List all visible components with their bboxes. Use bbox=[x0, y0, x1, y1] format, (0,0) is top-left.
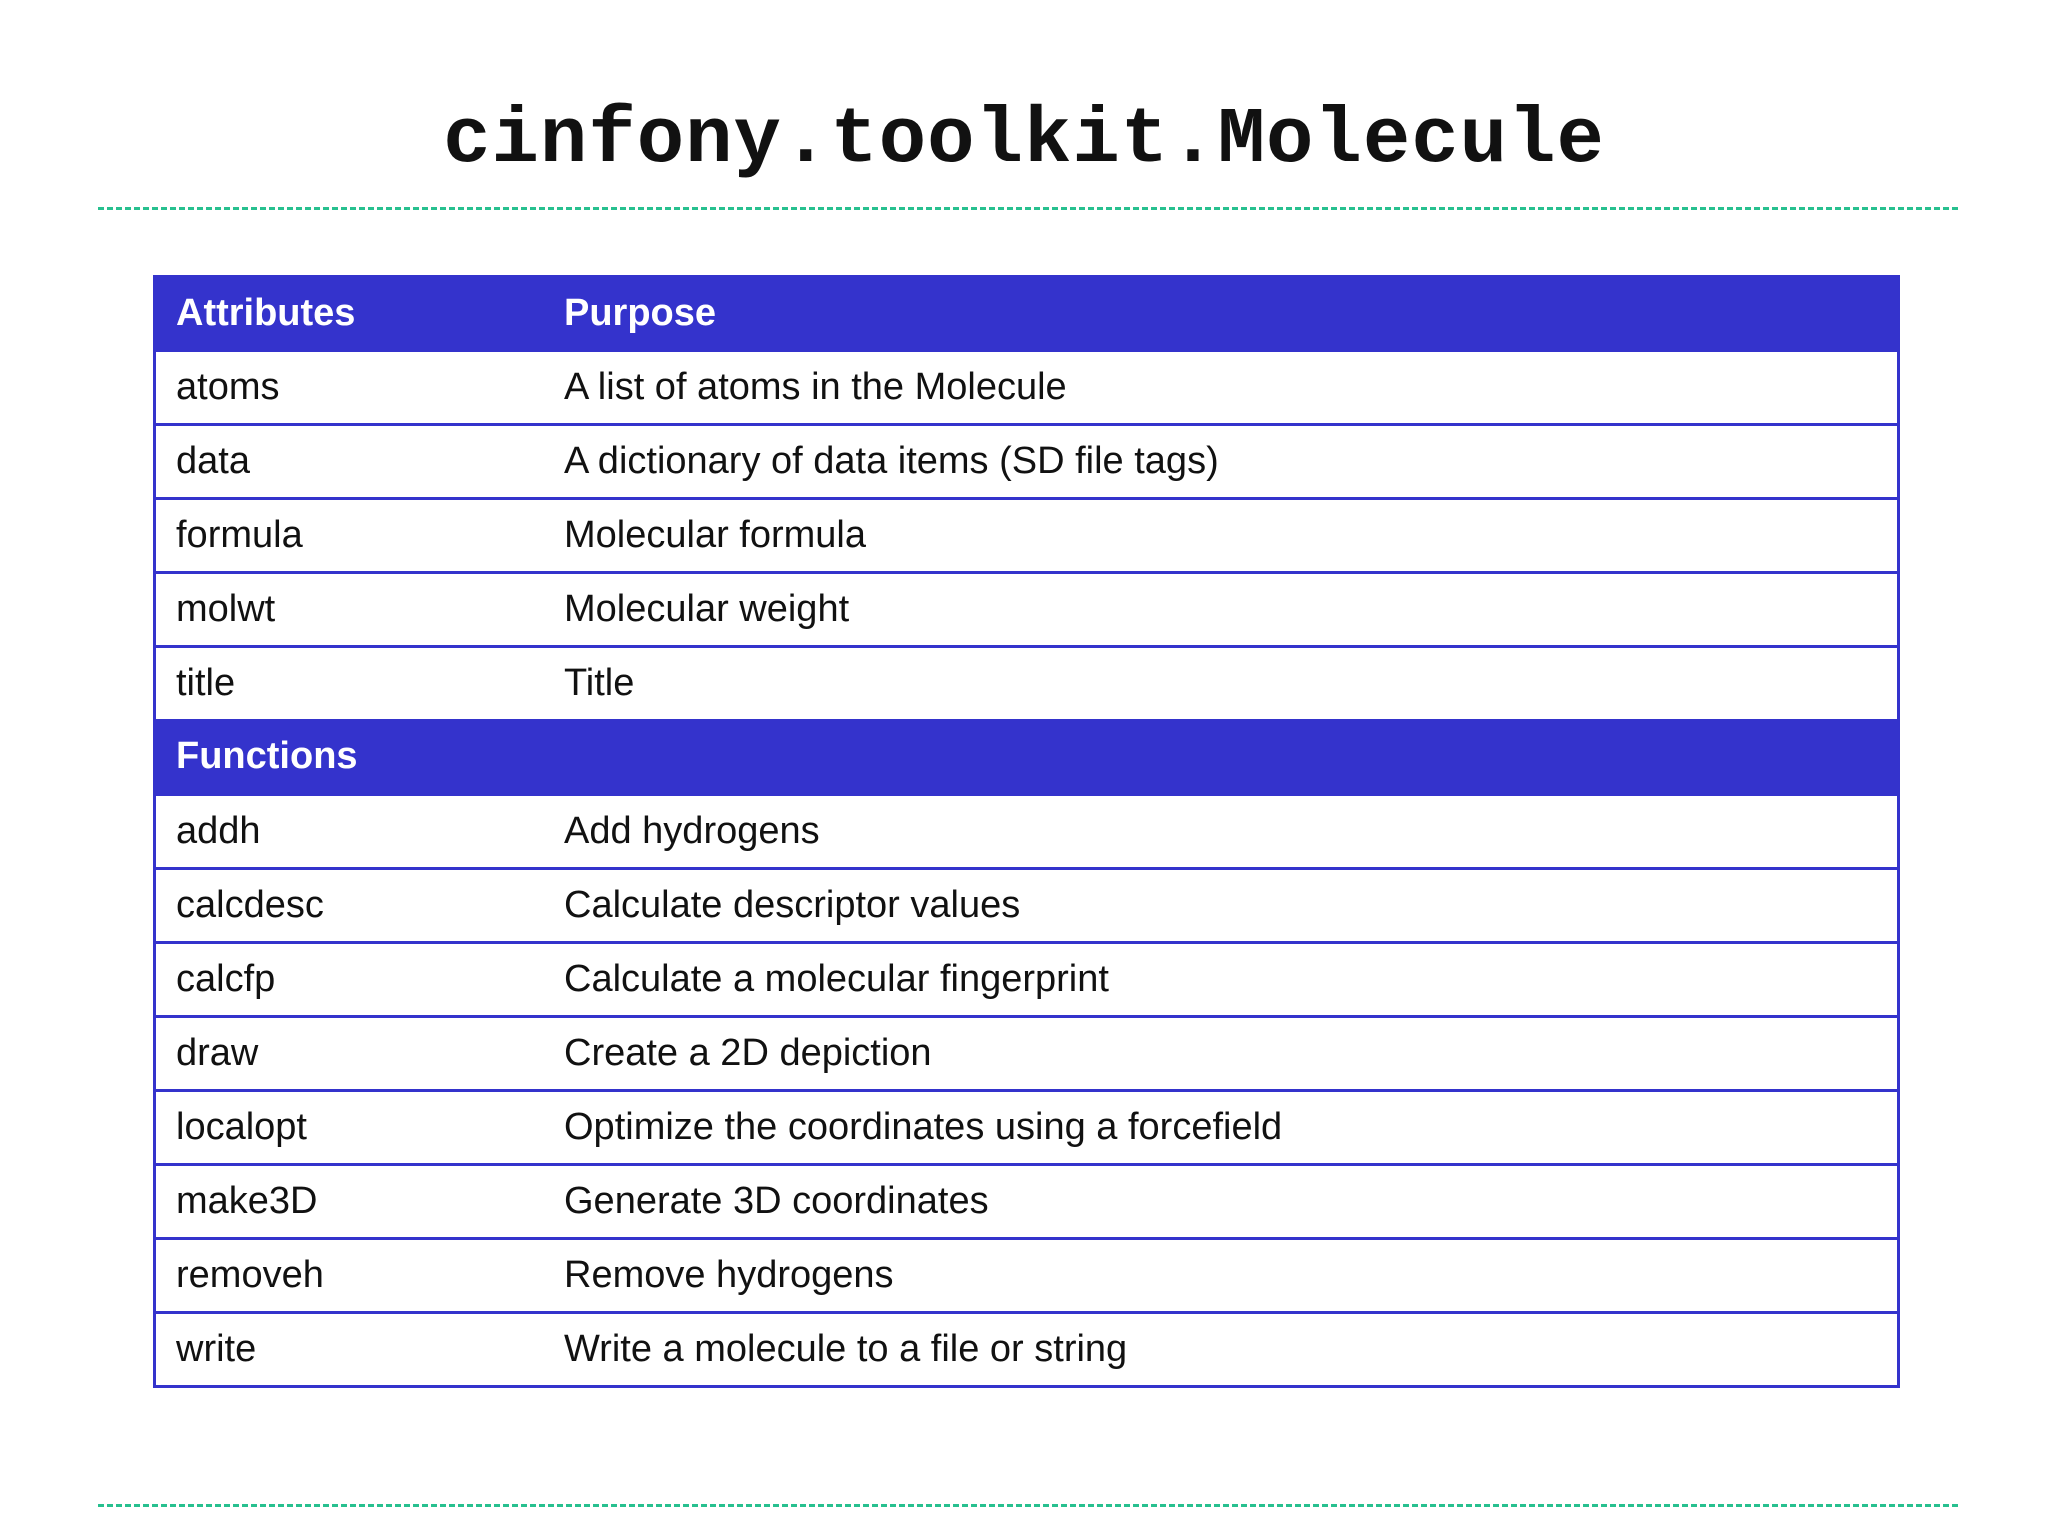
slide-title: cinfony.toolkit.Molecule bbox=[443, 95, 1605, 185]
attribute-name: data bbox=[176, 440, 250, 482]
function-name: write bbox=[176, 1328, 257, 1370]
functions-header-label: Functions bbox=[176, 734, 358, 777]
attribute-purpose: Title bbox=[564, 662, 635, 704]
function-purpose: Add hydrogens bbox=[564, 810, 820, 852]
table-row bbox=[156, 423, 1897, 497]
table-row bbox=[156, 349, 1897, 423]
function-purpose: Remove hydrogens bbox=[564, 1254, 894, 1296]
table-row bbox=[156, 1015, 1897, 1089]
function-name: localopt bbox=[176, 1106, 307, 1148]
function-purpose: Optimize the coordinates using a forcefield bbox=[564, 1106, 1283, 1148]
function-purpose: Calculate a molecular fingerprint bbox=[564, 958, 1109, 1000]
molecule-api-table bbox=[153, 275, 1900, 1388]
function-purpose: Create a 2D depiction bbox=[564, 1032, 932, 1074]
function-name: removeh bbox=[176, 1254, 324, 1296]
attribute-purpose: Molecular formula bbox=[564, 514, 866, 556]
functions-header-row bbox=[156, 719, 1897, 793]
function-purpose: Generate 3D coordinates bbox=[564, 1180, 989, 1222]
table-row bbox=[156, 1237, 1897, 1311]
attribute-name: atoms bbox=[176, 366, 280, 408]
function-purpose: Write a molecule to a file or string bbox=[564, 1328, 1128, 1370]
table-row bbox=[156, 1311, 1897, 1385]
attribute-purpose: Molecular weight bbox=[564, 588, 850, 630]
purpose-header-label: Purpose bbox=[564, 292, 717, 334]
table-row bbox=[156, 941, 1897, 1015]
function-name: calcdesc bbox=[176, 884, 324, 926]
attribute-purpose: A dictionary of data items (SD file tags) bbox=[564, 440, 1219, 482]
attribute-name: molwt bbox=[176, 588, 276, 630]
attributes-header-label: Attributes bbox=[176, 292, 356, 334]
attribute-name: title bbox=[176, 662, 236, 704]
table-row bbox=[156, 571, 1897, 645]
table-row bbox=[156, 867, 1897, 941]
attribute-purpose: A list of atoms in the Molecule bbox=[564, 366, 1067, 408]
attribute-name: formula bbox=[176, 514, 303, 556]
table-row bbox=[156, 793, 1897, 867]
table-row bbox=[156, 497, 1897, 571]
function-name: draw bbox=[176, 1032, 259, 1074]
function-name: calcfp bbox=[176, 958, 276, 1000]
attributes-header-row bbox=[156, 278, 1897, 349]
function-purpose: Calculate descriptor values bbox=[564, 884, 1021, 926]
function-name: addh bbox=[176, 810, 261, 852]
table-row bbox=[156, 1089, 1897, 1163]
table-row bbox=[156, 1163, 1897, 1237]
bottom-dashed-divider bbox=[98, 1504, 1958, 1507]
top-dashed-divider bbox=[98, 207, 1958, 210]
function-name: make3D bbox=[176, 1180, 318, 1222]
table-row bbox=[156, 645, 1897, 719]
